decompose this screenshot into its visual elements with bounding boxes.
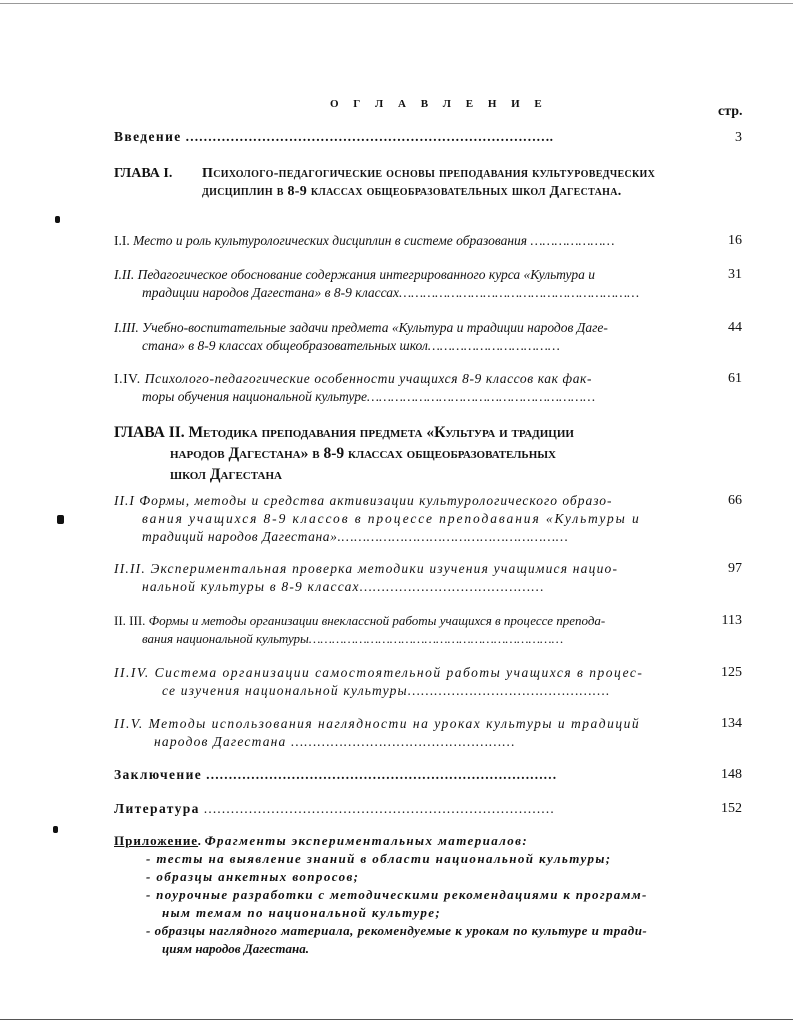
section-number: II. III. <box>114 613 146 628</box>
toc-entry-section[interactable] <box>114 612 702 648</box>
toc-entry-section[interactable] <box>114 370 702 406</box>
scan-speck <box>57 515 64 524</box>
section-title: Формы и методы организации внеклассной работы учащихся в процессе препода- <box>148 613 606 628</box>
chapter-title-cont: школ Дагестана <box>170 466 282 483</box>
section-title-cont: нальной культуры в 8-9 классах <box>142 579 360 594</box>
appendix-item: - образцы наглядного материала, рекомендуемые к урокам по культуре и тради- <box>146 923 648 938</box>
leader-dots: ………………………………………………………………………. <box>185 129 553 144</box>
appendix-item: - образцы анкетных вопросов; <box>146 869 360 884</box>
leader-dots: …………………………………………… <box>291 734 516 749</box>
scan-edge-top <box>0 3 793 4</box>
section-number: II.IV. <box>114 665 150 680</box>
section-title: Методы использования наглядности на уроках культуры и традиций <box>148 716 641 731</box>
chapter-title: Методика преподавания предмета «Культура и традиции <box>188 424 574 441</box>
section-title-cont: традиции народов Дагестана» в 8-9 классах <box>142 285 400 300</box>
section-title-cont: традиций народов Дагестана». <box>142 529 342 544</box>
toc-entry-section[interactable] <box>114 492 702 546</box>
section-title: Педагогическое обоснование содержания интегрированного курса «Культура и <box>137 267 595 282</box>
leader-dots: ………………………………………………… <box>367 389 596 404</box>
section-number: I.I. <box>114 233 130 248</box>
section-title: Экспериментальная проверка методики изучения учащимися нацио- <box>150 561 619 576</box>
section-number: II.II. <box>114 561 146 576</box>
appendix-item: - поурочные разработки с методическими рекомендациями к программ- <box>146 887 648 902</box>
section-title-cont: вания учащихся 8-9 классов в процессе преподавания «Культуры и <box>142 511 641 526</box>
page-number: 16 <box>728 233 742 248</box>
appendix-block[interactable]: Приложение. Фрагменты экспериментальных материалов: - тесты на выявление знаний в области национальной культуры; - образцы анкетных вопросов; - поурочные разработки с методическими рекомендациями к программ- ным темам по национальной культуре; - образцы наглядного материала, рекомендуемые к урокам по культуре и тради- циям народов Дагестана. <box>114 832 744 958</box>
toc-title: О Г Л А В Л Е Н И Е <box>330 98 548 110</box>
page-number: 97 <box>728 561 742 576</box>
leader-dots: …………………………………………………… <box>399 285 640 300</box>
chapter-label: ГЛАВА II. <box>114 424 185 441</box>
section-number: I.III. <box>114 320 139 335</box>
page-number: 44 <box>728 320 742 335</box>
appendix-item-cont: циям народов Дагестана. <box>162 941 309 956</box>
chapter-label: ГЛАВА I. <box>114 166 173 181</box>
section-title-cont: вания национальной культуры <box>142 631 309 646</box>
page-number: 134 <box>721 716 742 731</box>
leader-dots: …………………………………………………………………… <box>205 767 557 782</box>
entry-label: Заключение <box>114 767 203 782</box>
section-title-cont: торы обучения национальной культуре <box>142 389 367 404</box>
toc-entry-intro[interactable] <box>114 128 702 146</box>
toc-entry-section[interactable] <box>114 266 702 302</box>
leader-dots: …………………………………… <box>359 579 545 594</box>
scan-speck <box>53 826 58 833</box>
section-title: Формы, методы и средства активизации культурологического образо- <box>139 493 613 508</box>
chapter-2-heading[interactable] <box>114 422 694 485</box>
scan-edge-bottom <box>0 1019 793 1020</box>
section-title-cont: народов Дагестана <box>154 734 287 749</box>
toc-entry-literature[interactable] <box>114 800 702 818</box>
toc-entry-section[interactable] <box>114 232 702 250</box>
page-number: 31 <box>728 267 742 282</box>
leader-dots: …………………………………………………………………… <box>203 801 555 816</box>
entry-label: Введение <box>114 129 182 144</box>
chapter-title-cont: народов Дагестана» в 8-9 классах общеобразовательных <box>170 445 557 462</box>
leader-dots: ……………………………………………… <box>341 529 569 544</box>
section-title-cont: се изучения национальной культуры <box>162 683 408 698</box>
toc-entry-section[interactable] <box>114 560 702 596</box>
section-number: I.IV. <box>114 371 141 386</box>
section-title: Место и роль культурологических дисциплин в системе образования <box>133 233 528 248</box>
toc-entry-conclusion[interactable] <box>114 766 702 784</box>
leader-dots: ………………………………………………………… <box>308 631 564 646</box>
section-number: I.II. <box>114 267 135 282</box>
page-number: 125 <box>721 665 742 680</box>
appendix-label: Приложение <box>114 833 199 848</box>
scan-speck <box>55 216 60 223</box>
chapter-1-heading[interactable] <box>114 165 698 201</box>
page-number: 148 <box>721 767 742 782</box>
leader-dots: …………………………… <box>427 338 560 353</box>
page-column-label: стр. <box>718 104 743 119</box>
section-number: II.I <box>114 493 135 508</box>
page-number: 113 <box>721 613 742 628</box>
leader-dots: ………………… <box>530 233 615 248</box>
appendix-title: Фрагменты экспериментальных материалов: <box>204 833 529 848</box>
appendix-item: - тесты на выявление знаний в области национальной культуры; <box>146 851 612 866</box>
section-number: II.V. <box>114 716 144 731</box>
leader-dots: ………………………………………. <box>407 683 611 698</box>
toc-entry-section[interactable] <box>114 664 702 700</box>
page-number: 66 <box>728 493 742 508</box>
section-title: Учебно-воспитательные задачи предмета «Культура и традиции народов Даге- <box>142 320 608 335</box>
section-title: Система организации самостоятельной работы учащихся в процес- <box>154 665 644 680</box>
entry-label: Литература <box>114 801 200 816</box>
chapter-title: Психолого-педагогические основы преподавания культуроведческих дисциплин в 8-9 классах общеобразовательных школ Дагестана. <box>202 166 656 199</box>
page-number: 61 <box>728 371 742 386</box>
appendix-item-cont: ным темам по национальной культуре; <box>162 905 442 920</box>
section-title: Психолого-педагогические особенности учащихся 8-9 классов как фак- <box>144 371 593 386</box>
page-number: 3 <box>735 130 742 145</box>
toc-entry-section[interactable] <box>114 319 702 355</box>
page-number: 152 <box>721 801 742 816</box>
section-title-cont: стана» в 8-9 классах общеобразовательных школ <box>142 338 428 353</box>
toc-entry-section[interactable] <box>114 715 702 751</box>
